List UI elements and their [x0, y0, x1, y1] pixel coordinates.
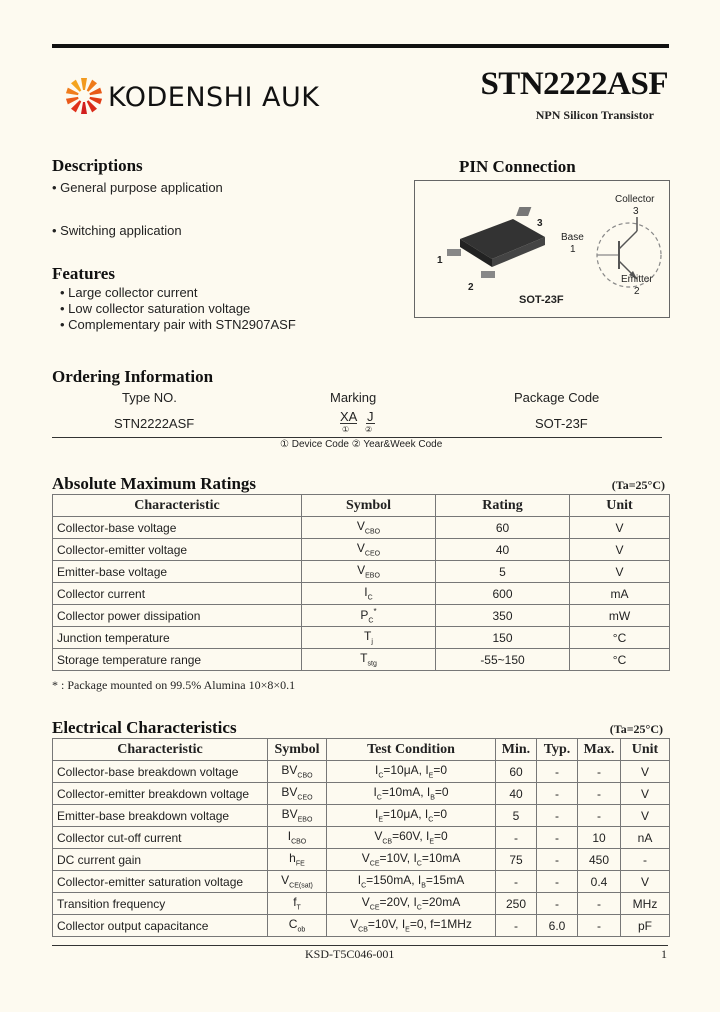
ec-characteristic: Emitter-base breakdown voltage [53, 805, 268, 827]
pin-connection-box [414, 180, 670, 318]
ec-min: 250 [496, 893, 537, 915]
ordering-rule [52, 437, 662, 438]
ec-header-row [53, 739, 670, 761]
ec-max: 0.4 [578, 871, 621, 893]
table-row [53, 539, 670, 561]
ec-max: 10 [578, 827, 621, 849]
ec-header: Max. [578, 739, 621, 761]
amr-header: Unit [570, 495, 670, 517]
ec-max: - [578, 915, 621, 937]
ec-test-condition: $I_C=10mA$, $I_B=0$ [327, 783, 496, 805]
ec-condition: (Ta=25°C) [609, 722, 663, 736]
table-row [53, 827, 670, 849]
pin-2-label: 2 [468, 282, 474, 293]
collector-label: Collector [615, 194, 655, 205]
ec-unit: V [621, 783, 670, 805]
base-label: Base [561, 232, 584, 243]
ec-typ: 6.0 [537, 915, 578, 937]
ec-typ: - [537, 849, 578, 871]
ec-typ: - [537, 827, 578, 849]
pin-1-label: 1 [437, 255, 443, 266]
amr-rating: 150 [436, 627, 570, 649]
footer-rule [52, 945, 668, 946]
ec-max: - [578, 783, 621, 805]
top-rule [52, 44, 669, 48]
amr-header: Symbol [302, 495, 436, 517]
ec-unit: pF [621, 915, 670, 937]
table-row [53, 605, 670, 627]
amr-symbol: $I_C$ [302, 583, 436, 605]
ec-unit: V [621, 871, 670, 893]
ec-test-condition: $I_C=10\mu A$, $I_E=0$ [327, 761, 496, 783]
ec-symbol: $BV_{EBO}$ [268, 805, 327, 827]
description-item: • Switching application [52, 223, 182, 238]
ec-header: Test Condition [327, 739, 496, 761]
ec-min: - [496, 827, 537, 849]
table-row [53, 893, 670, 915]
collector-pin-number: 3 [633, 206, 639, 217]
amr-rating: 60 [436, 517, 570, 539]
table-row [53, 517, 670, 539]
amr-symbol: $T_{stg}$ [302, 649, 436, 671]
amr-header-row [53, 495, 670, 517]
amr-header: Characteristic [53, 495, 302, 517]
pin-3-label: 3 [537, 218, 543, 229]
table-row [53, 649, 670, 671]
ec-typ: - [537, 805, 578, 827]
amr-symbol: $T_j$ [302, 627, 436, 649]
feature-item: • Complementary pair with STN2907ASF [60, 317, 296, 332]
part-number: STN2222ASF [480, 66, 668, 102]
emitter-pin-number: 2 [634, 286, 640, 297]
amr-symbol: $P_C^*$ [302, 605, 436, 627]
amr-condition: (Ta=25°C) [611, 478, 665, 492]
amr-rating: 5 [436, 561, 570, 583]
ec-title: Electrical Characteristics [52, 718, 237, 737]
ordering-header-type: Type NO. [122, 390, 177, 405]
table-row [53, 871, 670, 893]
company-name: KODENSHI AUK [108, 82, 320, 113]
amr-characteristic: Junction temperature [53, 627, 302, 649]
ordering-header-marking: Marking [330, 390, 377, 405]
amr-unit: V [570, 561, 670, 583]
feature-item: • Low collector saturation voltage [60, 301, 251, 316]
table-row [53, 915, 670, 937]
ec-test-condition: $V_{CE}=10V$, $I_C=10mA$ [327, 849, 496, 871]
amr-unit: mW [570, 605, 670, 627]
ordering-title: Ordering Information [52, 367, 214, 386]
amr-symbol: $V_{CBO}$ [302, 517, 436, 539]
ec-typ: - [537, 893, 578, 915]
ec-min: 40 [496, 783, 537, 805]
amr-footnote: * : Package mounted on 99.5% Alumina 10×8×0.1 [52, 678, 296, 692]
ec-header: Typ. [537, 739, 578, 761]
ec-unit: MHz [621, 893, 670, 915]
ec-test-condition: $V_{CB}=10V$, $I_E=0$, f=1MHz [327, 915, 496, 937]
ec-table [52, 738, 670, 937]
amr-symbol: $V_{CEO}$ [302, 539, 436, 561]
ec-characteristic: DC current gain [53, 849, 268, 871]
ec-symbol: $f_T$ [268, 893, 327, 915]
ec-characteristic: Collector output capacitance [53, 915, 268, 937]
ec-typ: - [537, 761, 578, 783]
amr-characteristic: Collector power dissipation [53, 605, 302, 627]
ec-unit: V [621, 761, 670, 783]
marking-index-2: ② [365, 425, 373, 434]
ec-max: 450 [578, 849, 621, 871]
description-item: • General purpose application [52, 180, 223, 195]
ordering-note: ① Device Code ② Year&Week Code [280, 439, 443, 450]
table-row [53, 583, 670, 605]
ec-min: 60 [496, 761, 537, 783]
ec-characteristic: Collector-base breakdown voltage [53, 761, 268, 783]
amr-characteristic: Emitter-base voltage [53, 561, 302, 583]
amr-unit: V [570, 517, 670, 539]
amr-rating: 600 [436, 583, 570, 605]
base-pin-number: 1 [570, 244, 576, 255]
ec-test-condition: $I_C=150mA$, $I_B=15mA$ [327, 871, 496, 893]
ec-unit: - [621, 849, 670, 871]
ec-header: Unit [621, 739, 670, 761]
ec-typ: - [537, 871, 578, 893]
amr-symbol: $V_{EBO}$ [302, 561, 436, 583]
sot23f-package-icon [445, 197, 555, 287]
features-title: Features [52, 264, 115, 283]
ec-test-condition: $V_{CB}=60V$, $I_E=0$ [327, 827, 496, 849]
table-row [53, 627, 670, 649]
marking-index-1: ① [342, 425, 350, 434]
amr-unit: mA [570, 583, 670, 605]
ec-header: Min. [496, 739, 537, 761]
ec-max: - [578, 893, 621, 915]
ec-symbol: $BV_{CBO}$ [268, 761, 327, 783]
ec-characteristic: Collector-emitter saturation voltage [53, 871, 268, 893]
ordering-marking-device: XA [340, 409, 358, 424]
ec-header: Characteristic [53, 739, 268, 761]
feature-item: • Large collector current [60, 285, 198, 300]
ec-test-condition: $I_E=10\mu A$, $I_C=0$ [327, 805, 496, 827]
amr-unit: °C [570, 649, 670, 671]
ec-symbol: $V_{CE(sat)}$ [268, 871, 327, 893]
footer-doc-number: KSD-T5C046-001 [305, 947, 395, 961]
package-label: SOT-23F [519, 294, 564, 306]
table-row [53, 805, 670, 827]
ec-characteristic: Transition frequency [53, 893, 268, 915]
ec-characteristic: Collector cut-off current [53, 827, 268, 849]
amr-rating: 350 [436, 605, 570, 627]
amr-rating: 40 [436, 539, 570, 561]
ordering-type: STN2222ASF [114, 416, 195, 431]
amr-characteristic: Collector current [53, 583, 302, 605]
amr-table [52, 494, 670, 671]
table-row [53, 849, 670, 871]
ec-characteristic: Collector-emitter breakdown voltage [53, 783, 268, 805]
amr-characteristic: Storage temperature range [53, 649, 302, 671]
table-row [53, 783, 670, 805]
amr-rating: -55~150 [436, 649, 570, 671]
amr-unit: V [570, 539, 670, 561]
amr-header: Rating [436, 495, 570, 517]
ec-max: - [578, 805, 621, 827]
ec-min: - [496, 871, 537, 893]
company-logo-icon [64, 76, 104, 116]
ec-header: Symbol [268, 739, 327, 761]
ordering-marking-date: J [367, 409, 374, 424]
amr-characteristic: Collector-emitter voltage [53, 539, 302, 561]
amr-characteristic: Collector-base voltage [53, 517, 302, 539]
ec-min: 75 [496, 849, 537, 871]
pin-connection-title: PIN Connection [459, 157, 576, 176]
ec-unit: V [621, 805, 670, 827]
part-subtitle: NPN Silicon Transistor [535, 108, 654, 122]
ec-symbol: $C_{ob}$ [268, 915, 327, 937]
ec-typ: - [537, 783, 578, 805]
emitter-label: Emitter [621, 274, 653, 285]
ec-symbol: $BV_{CEO}$ [268, 783, 327, 805]
ec-symbol: $I_{CBO}$ [268, 827, 327, 849]
ec-symbol: $h_{FE}$ [268, 849, 327, 871]
ordering-package: SOT-23F [535, 416, 588, 431]
ec-test-condition: $V_{CE}=20V$, $I_C=20mA$ [327, 893, 496, 915]
ec-max: - [578, 761, 621, 783]
ec-unit: nA [621, 827, 670, 849]
amr-title: Absolute Maximum Ratings [52, 474, 257, 493]
descriptions-title: Descriptions [52, 156, 143, 175]
table-row [53, 761, 670, 783]
footer-page-number: 1 [661, 947, 667, 961]
ec-min: - [496, 915, 537, 937]
ordering-header-package: Package Code [514, 390, 600, 405]
amr-unit: °C [570, 627, 670, 649]
ec-min: 5 [496, 805, 537, 827]
table-row [53, 561, 670, 583]
